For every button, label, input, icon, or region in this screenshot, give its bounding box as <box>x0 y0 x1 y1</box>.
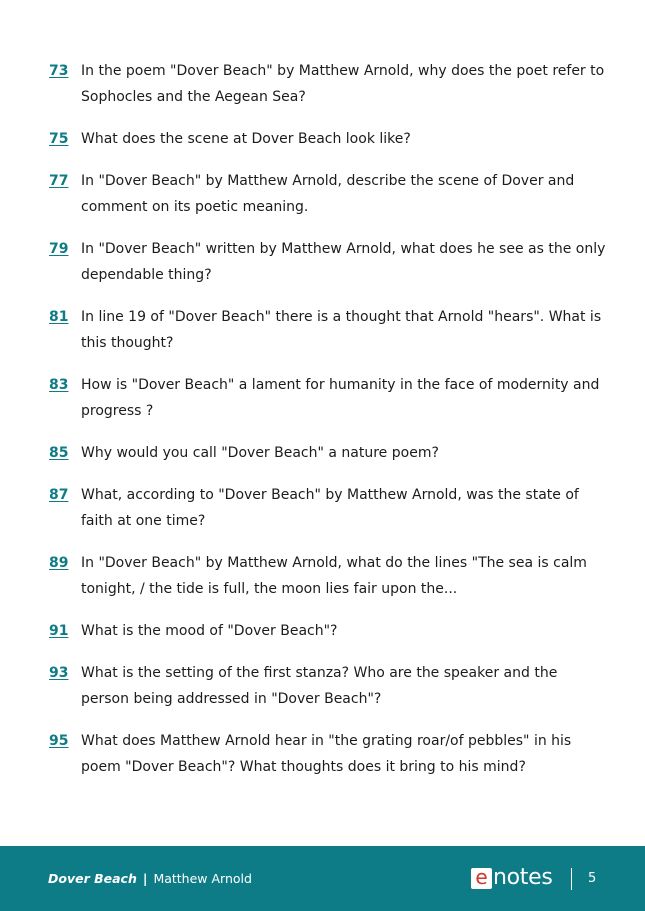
footer-author: Matthew Arnold <box>153 871 252 886</box>
question-number-link[interactable]: 89 <box>49 555 69 571</box>
question-text: In "Dover Beach" written by Matthew Arnold, what does he see as the only dependable thing? <box>81 241 606 283</box>
footer-title <box>48 871 252 887</box>
question-text: Why would you call "Dover Beach" a nature poem? <box>81 445 439 461</box>
footer-separator: | <box>142 871 148 886</box>
question-text: What, according to "Dover Beach" by Matthew Arnold, was the state of faith at one time? <box>81 487 579 529</box>
question-item <box>49 482 609 534</box>
question-text: In "Dover Beach" by Matthew Arnold, what do the lines "The sea is calm tonight, / the tide is full, the moon lies fair upon the... <box>81 555 587 597</box>
page-number: 5 <box>588 871 597 886</box>
question-number-link[interactable]: 81 <box>49 309 69 325</box>
question-text: What is the mood of "Dover Beach"? <box>81 623 338 639</box>
question-text: What does Matthew Arnold hear in "the grating roar/of pebbles" in his poem "Dover Beach"? What thoughts does it bring to his mind? <box>81 733 572 775</box>
question-item <box>49 618 609 644</box>
page-footer <box>0 846 645 911</box>
question-item <box>49 660 609 712</box>
question-item <box>49 372 609 424</box>
question-text: What does the scene at Dover Beach look like? <box>81 131 411 147</box>
question-item <box>49 168 609 220</box>
enotes-logo-e-icon: e <box>471 868 492 889</box>
enotes-logo-wordmark: notes <box>493 865 553 890</box>
question-number-link[interactable]: 77 <box>49 173 69 189</box>
question-item <box>49 728 609 780</box>
question-number-link[interactable]: 79 <box>49 241 69 257</box>
question-text: In line 19 of "Dover Beach" there is a thought that Arnold "hears". What is this thought? <box>81 309 602 351</box>
question-number-link[interactable]: 87 <box>49 487 69 503</box>
question-item <box>49 304 609 356</box>
question-item <box>49 126 609 152</box>
question-text: What is the setting of the first stanza? Who are the speaker and the person being addressed in "Dover Beach"? <box>81 665 558 707</box>
question-number-link[interactable]: 93 <box>49 665 69 681</box>
question-text: How is "Dover Beach" a lament for humanity in the face of modernity and progress ? <box>81 377 600 419</box>
question-number-link[interactable]: 83 <box>49 377 69 393</box>
question-number-link[interactable]: 73 <box>49 63 69 79</box>
question-list <box>49 58 609 796</box>
question-text: In "Dover Beach" by Matthew Arnold, describe the scene of Dover and comment on its poetic meaning. <box>81 173 575 215</box>
question-number-link[interactable]: 75 <box>49 131 69 147</box>
question-item <box>49 236 609 288</box>
enotes-logo[interactable] <box>471 864 553 890</box>
question-number-link[interactable]: 91 <box>49 623 69 639</box>
footer-book-title: Dover Beach <box>48 871 137 886</box>
question-item <box>49 440 609 466</box>
footer-divider <box>571 868 572 890</box>
question-item <box>49 550 609 602</box>
question-number-link[interactable]: 95 <box>49 733 69 749</box>
question-item <box>49 58 609 110</box>
question-text: In the poem "Dover Beach" by Matthew Arnold, why does the poet refer to Sophocles and the Aegean Sea? <box>81 63 605 105</box>
question-number-link[interactable]: 85 <box>49 445 69 461</box>
